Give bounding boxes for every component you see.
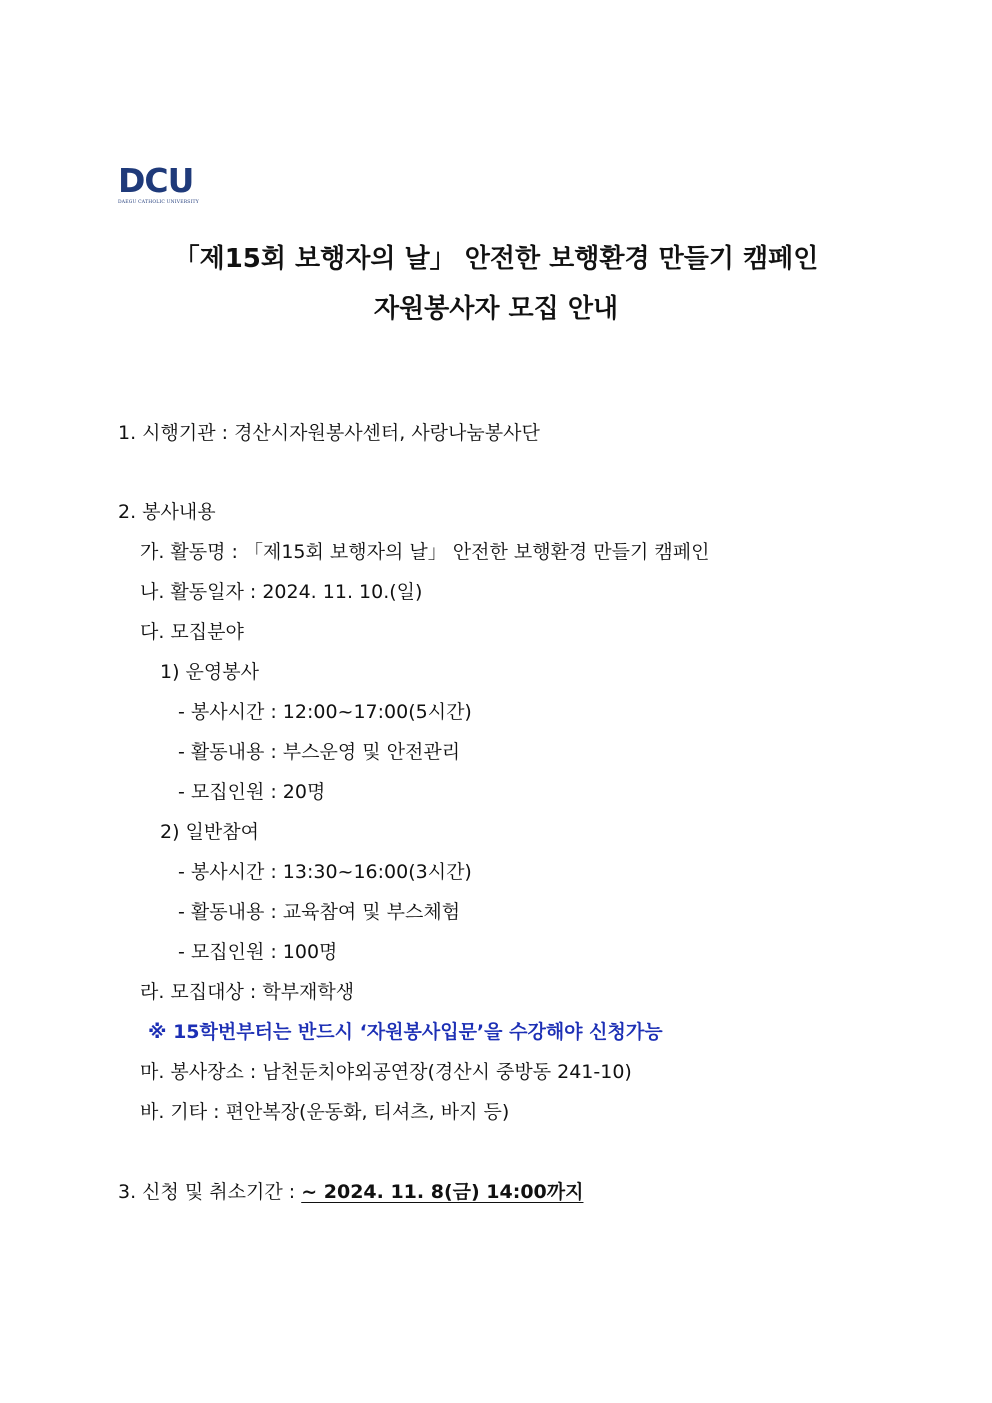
section-organizer: 1. 시행기관 : 경산시자원봉사센터, 사랑나눔봉사단 [118,422,540,444]
operation-volunteer-content: - 활동내용 : 부스운영 및 안전관리 [178,741,461,763]
document-title-line2: 자원봉사자 모집 안내 [373,294,619,324]
application-deadline: ~ 2024. 11. 8(금) 14:00까지 [301,1181,584,1203]
volunteer-location: 마. 봉사장소 : 남천둔치야외공연장(경산시 중방동 241-10) [140,1061,632,1083]
dcu-logo [118,161,199,210]
general-participation-heading: 2) 일반참여 [160,821,259,843]
application-period-label: 3. 신청 및 취소기간 : [118,1181,302,1203]
operation-volunteer-heading: 1) 운영봉사 [160,661,259,683]
general-participation-time: - 봉사시간 : 13:30~16:00(3시간) [178,861,472,883]
application-period [118,1180,583,1204]
general-participation-content: - 활동내용 : 교육참여 및 부스체험 [178,901,461,923]
activity-name: 가. 활동명 : 「제15회 보행자의 날」 안전한 보행환경 만들기 캠페인 [140,541,710,563]
section-content-heading: 2. 봉사내용 [118,501,216,523]
activity-date: 나. 활동일자 : 2024. 11. 10.(일) [140,581,423,603]
general-participation-people: - 모집인원 : 100명 [178,941,338,963]
operation-volunteer-time: - 봉사시간 : 12:00~17:00(5시간) [178,701,472,723]
recruit-field-heading: 다. 모집분야 [140,621,244,643]
logo-subtitle: DAEGU CATHOLIC UNIVERSITY [118,200,199,205]
course-requirement-note: ※ 15학번부터는 반드시 ‘자원봉사입문’을 수강해야 신청가능 [148,1021,663,1043]
other-info: 바. 기타 : 편안복장(운동화, 티셔츠, 바지 등) [140,1101,510,1123]
operation-volunteer-people: - 모집인원 : 20명 [178,781,326,803]
recruit-target: 라. 모집대상 : 학부재학생 [140,981,355,1003]
document-title-line1: 「제15회 보행자의 날」 안전한 보행환경 만들기 캠페인 [173,244,819,274]
logo-text: DCU [118,161,194,200]
